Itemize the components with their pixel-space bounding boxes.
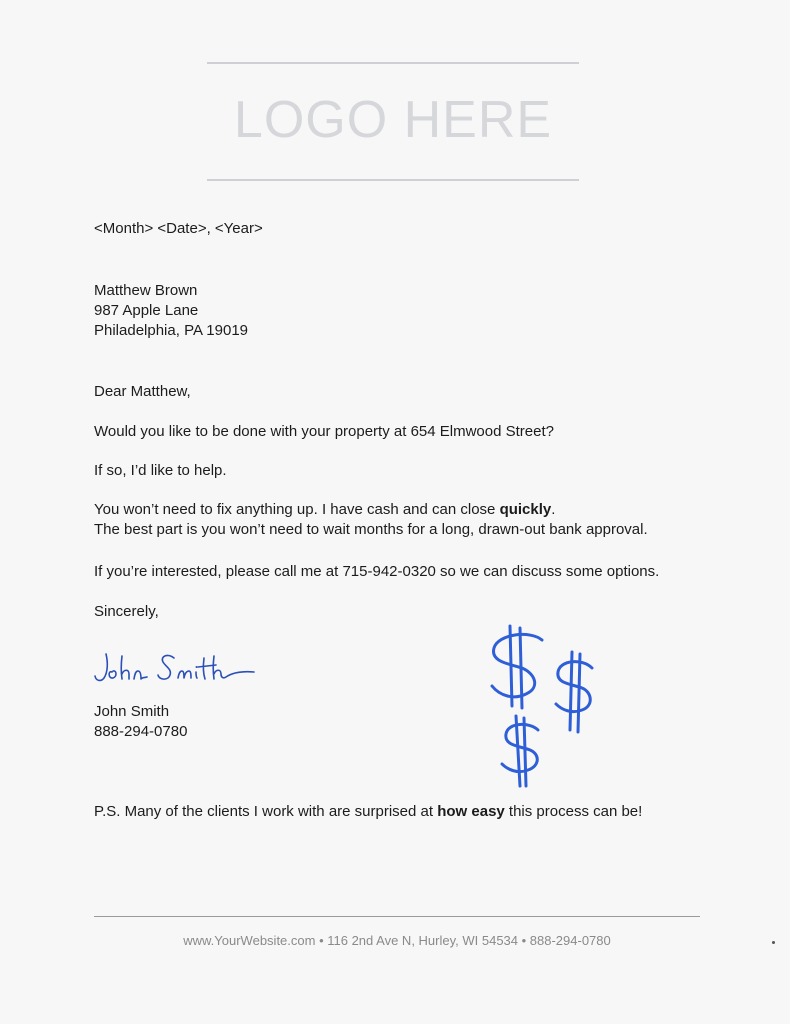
salutation: Dear Matthew, bbox=[94, 383, 191, 400]
logo-placeholder: LOGO HERE bbox=[233, 91, 553, 149]
handwritten-signature bbox=[92, 648, 262, 688]
logo-top-rule bbox=[207, 62, 579, 64]
body-paragraph-3 bbox=[94, 500, 555, 520]
p3-text: You won’t need to fix anything up. I have cash and can close bbox=[94, 501, 500, 518]
footer-contact-line: www.YourWebsite.com • 116 2nd Ave N, Hurley, WI 54534 • 888-294-0780 bbox=[183, 933, 611, 948]
footer-rule bbox=[94, 916, 700, 917]
letter-date: <Month> <Date>, <Year> bbox=[94, 220, 263, 237]
p3-bold-text: quickly bbox=[499, 501, 552, 518]
dollar-sign-doodle bbox=[480, 618, 620, 788]
p3-end: . bbox=[551, 501, 556, 518]
ps-end: this process can be! bbox=[504, 803, 643, 820]
body-paragraph-1: Would you like to be done with your property at 654 Elmwood Street? bbox=[94, 423, 554, 440]
sender-phone: 888-294-0780 bbox=[94, 723, 188, 740]
logo-bottom-rule bbox=[207, 179, 579, 181]
ps-text: P.S. Many of the clients I work with are surprised at bbox=[94, 803, 438, 820]
body-paragraph-4: The best part is you won’t need to wait months for a long, drawn-out bank approval. bbox=[94, 521, 648, 538]
postscript bbox=[94, 802, 642, 822]
recipient-street: 987 Apple Lane bbox=[94, 302, 199, 319]
scan-speck bbox=[772, 941, 775, 944]
recipient-city: Philadelphia, PA 19019 bbox=[94, 322, 249, 339]
ps-bold-text: how easy bbox=[437, 803, 505, 820]
sender-name: John Smith bbox=[94, 703, 170, 720]
recipient-name: Matthew Brown bbox=[94, 282, 198, 299]
body-paragraph-5: If you’re interested, please call me at 715-942-0320 so we can discuss some options. bbox=[94, 563, 660, 580]
closing: Sincerely, bbox=[94, 603, 159, 620]
body-paragraph-2: If so, I’d like to help. bbox=[94, 462, 227, 479]
